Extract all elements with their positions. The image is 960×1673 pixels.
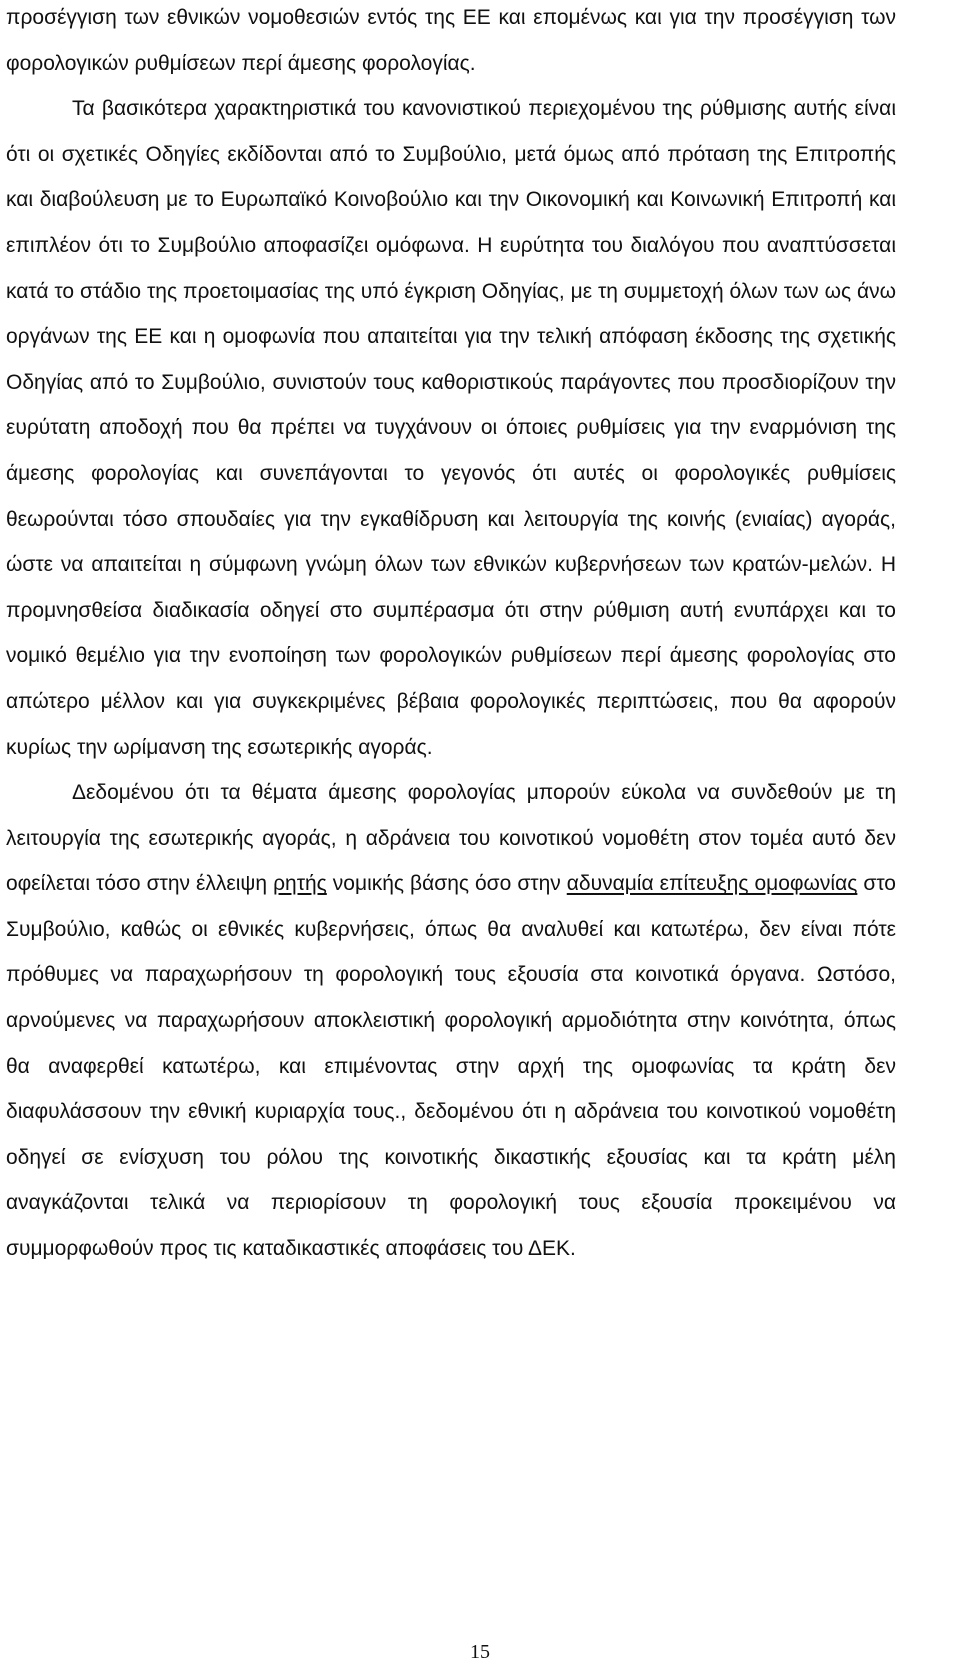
page-number: 15 <box>470 1641 490 1663</box>
paragraph-3 <box>6 770 896 1272</box>
underlined-phrase-unanimity: αδυναμία επίτευξης ομοφωνίας <box>566 872 858 896</box>
document-page <box>6 0 896 1272</box>
paragraph-3-text-b: νομικής βάσης όσο στην <box>326 872 567 896</box>
underlined-term-explicit: ρητής <box>273 872 327 896</box>
paragraph-3-text-c: στο Συμβούλιο, καθώς οι εθνικές κυβερνήσεις, όπως θα αναλυθεί και κατωτέρω, δεν είναι πότε πρόθυμες να παραχωρήσουν τη φορολογική τους εξουσία στα κοινοτικά όργανα. Ωστόσο, αρνούμενες να παραχωρήσουν αποκλειστική φορολογική αρμοδιότητα στην κοινότητα, όπως θα αναφερθεί κατωτέρω, και επιμένοντας στην αρχή της ομοφωνίας τα κράτη δεν διαφυλάσσουν την εθνική κυριαρχία τους., δεδομένου ότι η αδράνεια του κοινοτικού νομοθέτη οδηγεί σε ενίσχυση του ρόλου της κοινοτικής δικαστικής εξουσίας και τα κράτη μέλη αναγκάζονται τελικά να περιορίσουν τη φορολογική τους εξουσία προκειμένου να συμμορφωθούν προς τις καταδικαστικές αποφάσεις του ΔΕΚ. <box>6 872 896 1261</box>
paragraph-3-text-a: Δεδομένου ότι τα θέματα άμεσης φορολογίας μπορούν εύκολα να συνδεθούν με τη λειτουργία της εσωτερικής αγοράς, η αδράνεια του κοινοτικού νομοθέτη στον τομέα αυτό δεν οφείλεται τόσο στην έλλειψη <box>6 781 896 896</box>
paragraph-2: Τα βασικότερα χαρακτηριστικά του κανονιστικού περιεχομένου της ρύθμισης αυτής είναι ότι οι σχετικές Οδηγίες εκδίδονται από το Συμβούλιο, μετά όμως από πρόταση της Επιτροπής και διαβούλευση με το Ευρωπαϊκό Κοινοβούλιο και την Οικονομική και Κοινωνική Επιτροπή και επιπλέον ότι το Συμβούλιο αποφασίζει ομόφωνα. Η ευρύτητα του διαλόγου που αναπτύσσεται κατά το στάδιο της προετοιμασίας της υπό έγκριση Οδηγίας, με τη συμμετοχή όλων των ως άνω οργάνων της ΕΕ και η ομοφωνία που απαιτείται για την τελική απόφαση έκδοσης της σχετικής Οδηγίας από το Συμβούλιο, συνιστούν τους καθοριστικούς παράγοντες που προσδιορίζουν την ευρύτατη αποδοχή που θα πρέπει να τυγχάνουν οι όποιες ρυθμίσεις για την εναρμόνιση της άμεσης φορολογίας και συνεπάγονται το γεγονός ότι αυτές οι φορολογικές ρυθμίσεις θεωρούνται τόσο σπουδαίες για την εγκαθίδρυση και λειτουργία της κοινής (ενιαίας) αγοράς, ώστε να απαιτείται η σύμφωνη γνώμη όλων των εθνικών κυβερνήσεων των κρατών-μελών. Η προμνησθείσα διαδικασία οδηγεί στο συμπέρασμα ότι στην ρύθμιση αυτή ενυπάρχει και το νομικό θεμέλιο για την ενοποίηση των φορολογικών ρυθμίσεων περί άμεσης φορολογίας στο απώτερο μέλλον και για συγκεκριμένες βέβαια φορολογικές περιπτώσεις, που θα αφορούν κυρίως την ωρίμανση της εσωτερικής αγοράς. <box>6 97 896 759</box>
paragraph-1: προσέγγιση των εθνικών νομοθεσιών εντός της ΕΕ και επομένως και για την προσέγγιση των φορολογικών ρυθμίσεων περί άμεσης φορολογίας. <box>6 6 896 75</box>
